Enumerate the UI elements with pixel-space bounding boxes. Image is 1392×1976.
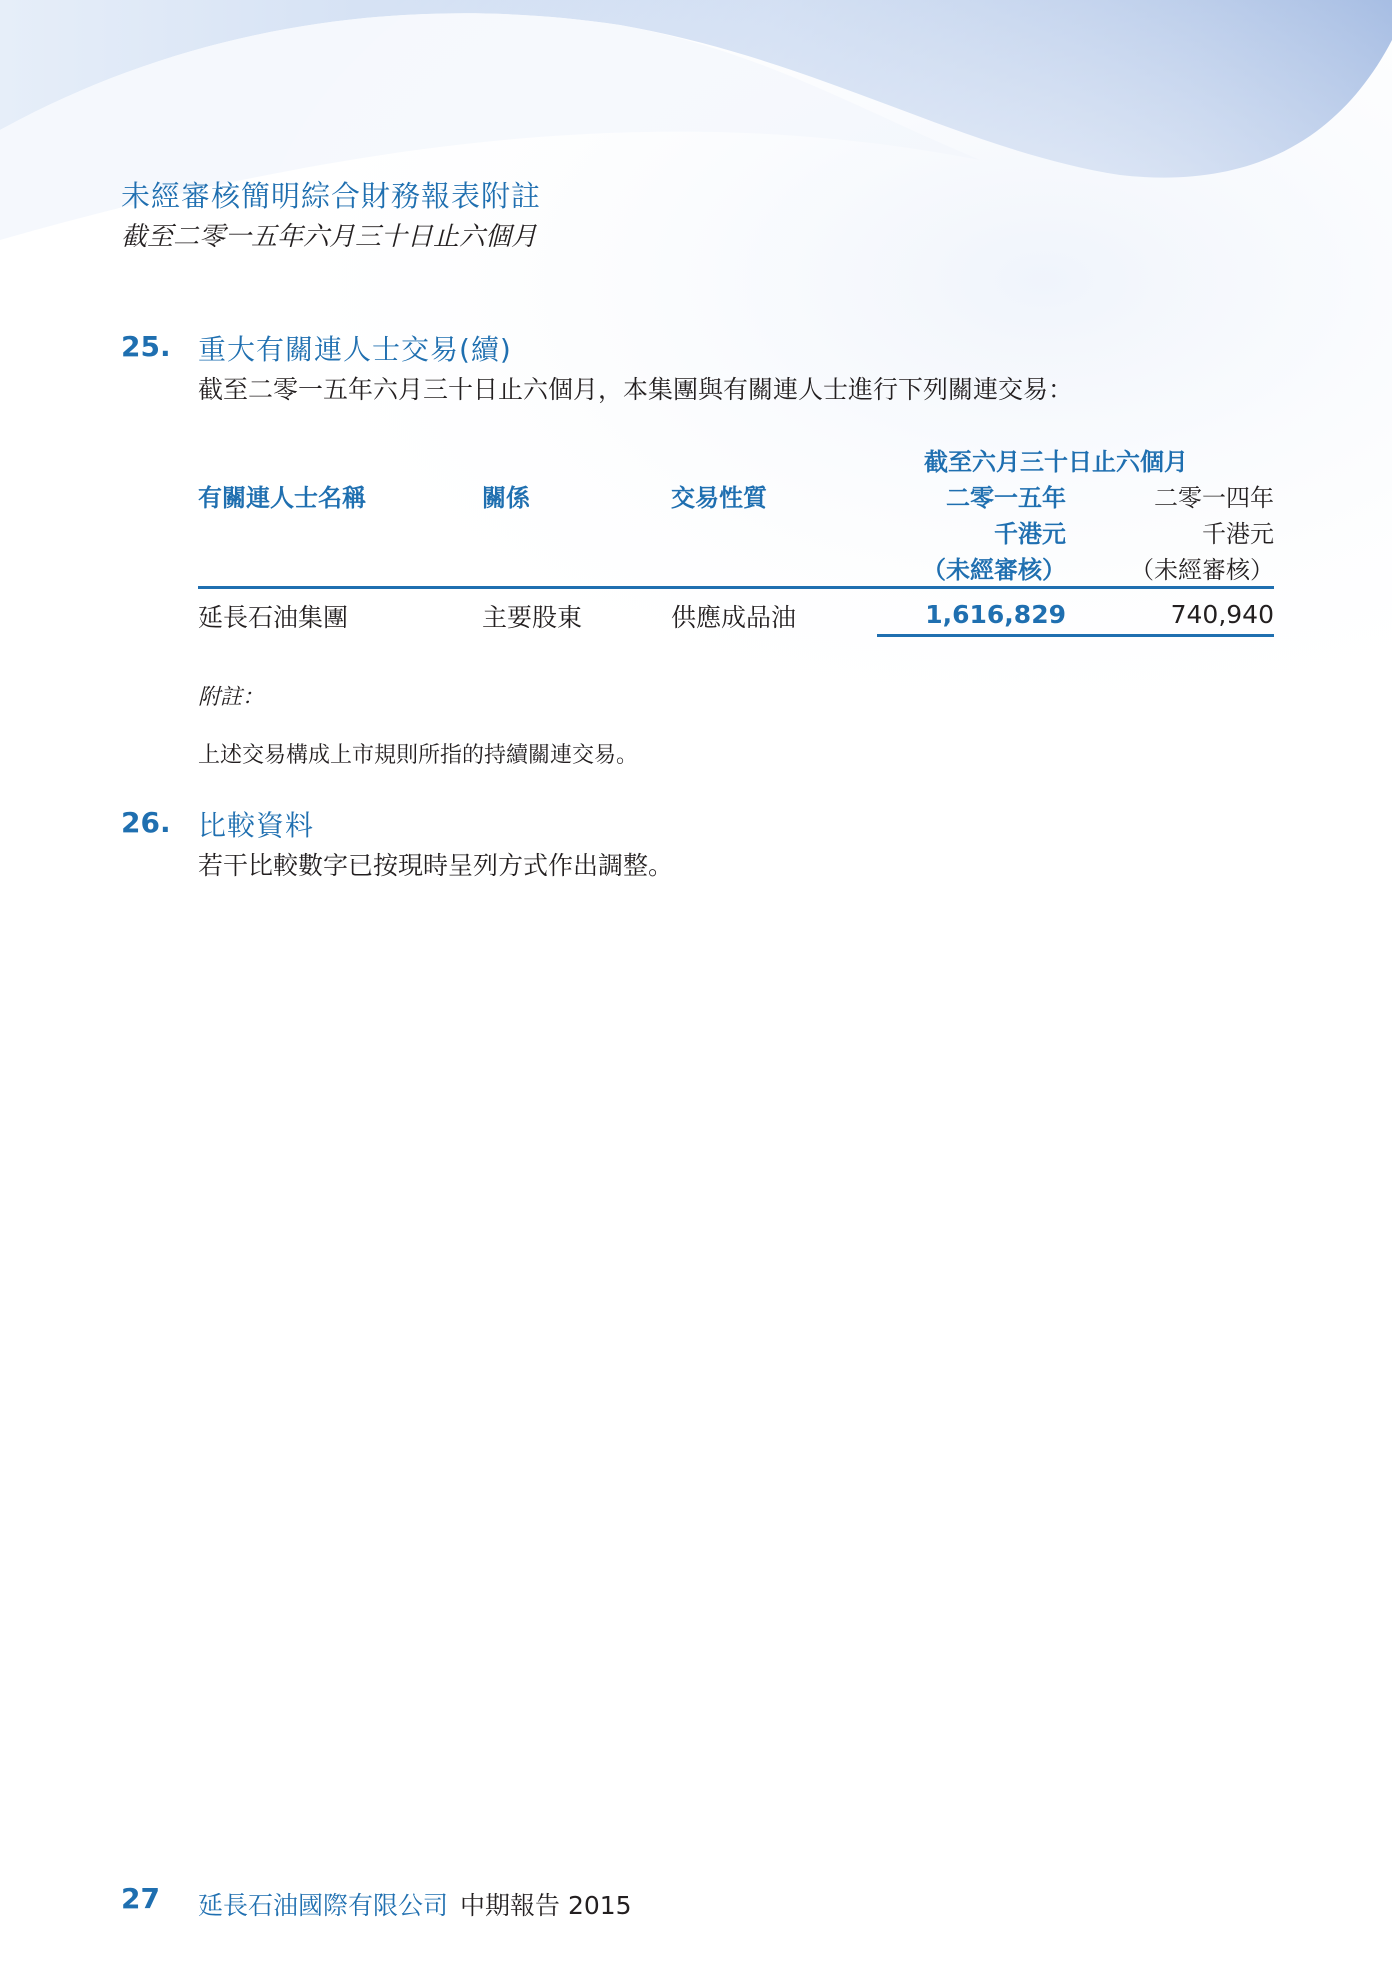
report-title: 未經審核簡明綜合財務報表附註 xyxy=(121,179,542,213)
note-heading: 附註： xyxy=(198,685,265,710)
footer-company: 延長石油國際有限公司 xyxy=(198,1891,449,1920)
period-header: 截至六月三十日止六個月 xyxy=(924,448,1188,476)
section-25-number: 25. xyxy=(121,330,171,363)
note-body: 上述交易構成上市規則所指的持續關連交易。 xyxy=(198,743,639,768)
section-26-title: 比較資料 xyxy=(198,809,315,842)
cell-nature: 供應成品油 xyxy=(671,603,797,632)
section-26-body: 若干比較數字已按現時呈列方式作出調整。 xyxy=(198,851,674,880)
page-number: 27 xyxy=(121,1882,160,1915)
table-header-rule xyxy=(198,586,1274,589)
col-2015-year: 二零一五年 xyxy=(946,484,1066,512)
col-2015-unit: 千港元 xyxy=(994,520,1066,548)
col-2015-audit: （未經審核） xyxy=(922,556,1066,584)
col-2014-unit: 千港元 xyxy=(1202,520,1274,548)
col-nature-header: 交易性質 xyxy=(671,484,767,512)
section-26-number: 26. xyxy=(121,806,171,839)
col-2014-year: 二零一四年 xyxy=(1154,484,1274,512)
cell-party: 延長石油集團 xyxy=(198,603,349,632)
col-relation-header: 關係 xyxy=(482,484,530,512)
cell-value-2014: 740,940 xyxy=(1170,600,1274,629)
total-rule xyxy=(877,634,1274,637)
section-25-title: 重大有關連人士交易(續) xyxy=(198,333,512,366)
col-2014-audit: （未經審核） xyxy=(1130,556,1274,584)
cell-relation: 主要股東 xyxy=(482,603,583,632)
footer-report: 中期報告 2015 xyxy=(460,1891,632,1920)
cell-value-2015: 1,616,829 xyxy=(925,600,1066,629)
col-party-header: 有關連人士名稱 xyxy=(198,484,366,512)
section-25-intro: 截至二零一五年六月三十日止六個月，本集團與有關連人士進行下列關連交易： xyxy=(198,375,1074,404)
report-period: 截至二零一五年六月三十日止六個月 xyxy=(121,222,538,252)
